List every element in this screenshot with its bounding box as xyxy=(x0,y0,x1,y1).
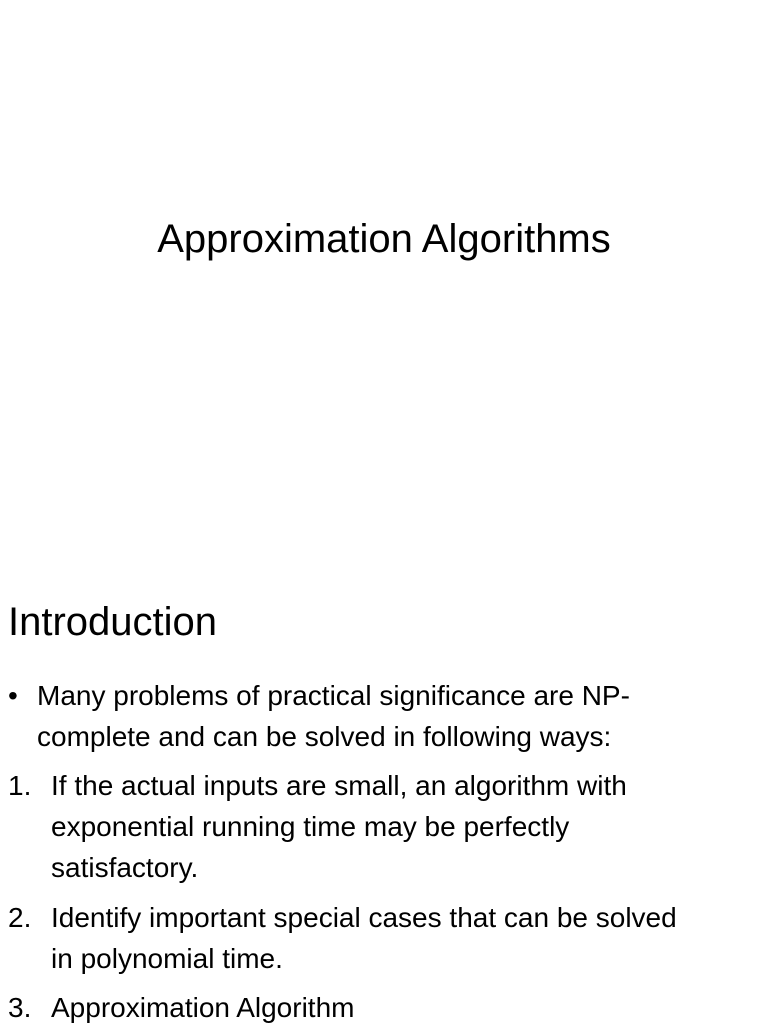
numbered-item-2 xyxy=(0,897,768,979)
numbered-line: If the actual inputs are small, an algorithm with xyxy=(51,770,627,801)
numbered-marker: 1. xyxy=(8,770,32,801)
section-heading: Introduction xyxy=(8,600,218,644)
bullet-text xyxy=(37,675,630,757)
numbered-item-1 xyxy=(0,765,768,888)
numbered-line: exponential running time may be perfectly xyxy=(51,811,570,842)
numbered-line: satisfactory. xyxy=(51,852,199,883)
numbered-item-3 xyxy=(0,987,768,1028)
slide-title: Approximation Algorithms xyxy=(157,217,611,261)
bullet-line: Many problems of practical significance are NP- xyxy=(37,680,630,711)
bullet-item xyxy=(0,675,768,757)
numbered-text xyxy=(51,765,627,888)
numbered-line: in polynomial time. xyxy=(51,943,283,974)
bullet-line: complete and can be solved in following ways: xyxy=(37,721,612,752)
numbered-text xyxy=(51,987,354,1028)
numbered-marker: 3. xyxy=(8,992,32,1023)
bullet-marker: • xyxy=(8,680,18,711)
numbered-line: Approximation Algorithm xyxy=(51,992,355,1023)
numbered-marker: 2. xyxy=(8,902,32,933)
numbered-text xyxy=(51,897,677,979)
numbered-line: Identify important special cases that can be solved xyxy=(51,902,677,933)
